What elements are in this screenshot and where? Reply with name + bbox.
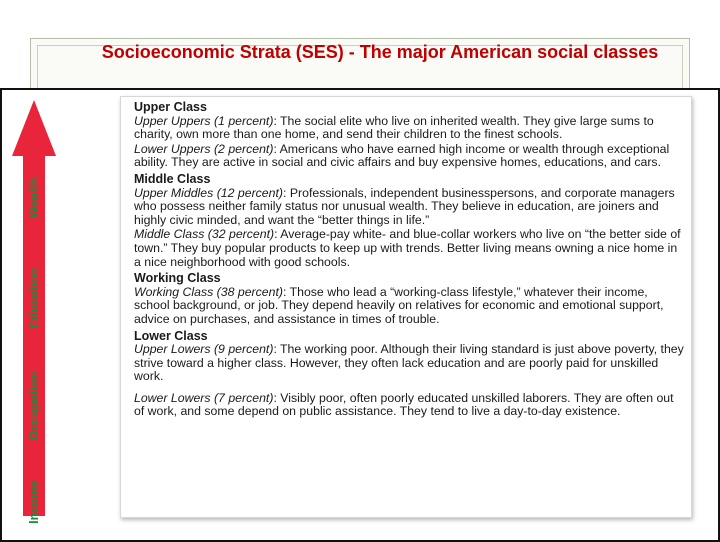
- entry-name: Lower Uppers (2 percent): [134, 141, 274, 156]
- entry-lower-lowers: [134, 392, 685, 419]
- entry-name: Working Class (38 percent): [134, 284, 283, 299]
- slide-title: Socioeconomic Strata (SES) - The major American social classes: [101, 42, 659, 62]
- entry-text: : The social elite who live on inherited wealth. They give large sums to charity, own more than one home, and send their children to the finest schools.: [134, 113, 654, 142]
- class-descriptions: [120, 96, 692, 518]
- entry-middle-class: [134, 228, 685, 269]
- entry-upper-uppers: [134, 115, 685, 142]
- axis-label-wealth: Wealth: [27, 177, 41, 219]
- entry-lower-uppers: [134, 143, 685, 170]
- entry-text: : Professionals, independent businesspersons, and corporate managers who possess neither family status nor unusual wealth. They believe in education, are joiners and highly civic minded, and want the “better things in life.”: [134, 185, 675, 227]
- axis-label-occupation: Occupation: [27, 371, 41, 441]
- entry-upper-middles: [134, 187, 685, 228]
- entry-text: : Average-pay white- and blue-collar workers who live on “the better side of town.” They buy popular products to keep up with trends. Better living means owning a nice home in a nice neighborhood with good schools.: [134, 227, 681, 269]
- entry-name: Lower Lowers (7 percent): [134, 390, 274, 405]
- class-heading-lower: Lower Class: [134, 328, 208, 343]
- entry-text: : The working poor. Although their living standard is just above poverty, they strive toward a higher class. However, they often lack education and are poorly paid for unskilled work.: [134, 342, 684, 384]
- class-heading-middle: Middle Class: [134, 171, 211, 186]
- entry-name: Middle Class (32 percent): [134, 227, 275, 242]
- axis-label-income: Income: [27, 480, 41, 524]
- strata-figure: [0, 88, 720, 542]
- entry-text: : Visibly poor, often poorly educated unskilled laborers. They are often out of work, and some depend on public assistance. They tend to live a day-to-day existence.: [134, 390, 674, 419]
- entry-name: Upper Lowers (9 percent): [134, 342, 274, 357]
- entry-name: Upper Uppers (1 percent): [134, 113, 274, 128]
- entry-text: : Those who lead a “working-class lifestyle,” whatever their income, school background, or job. They depend heavily on relatives for economic and emotional support, advice on purchases, and assistance in times of trouble.: [134, 284, 664, 326]
- class-heading-upper: Upper Class: [134, 100, 207, 114]
- entry-upper-lowers: [134, 343, 685, 384]
- entry-name: Upper Middles (12 percent): [134, 185, 283, 200]
- axis-label-education: Education: [27, 267, 41, 329]
- entry-working-class: [134, 286, 685, 327]
- class-heading-working: Working Class: [134, 271, 221, 286]
- entry-text: : Americans who have earned high income or wealth through exceptional ability. They are active in social and civic affairs and buy expensive homes, educations, and cars.: [134, 141, 670, 170]
